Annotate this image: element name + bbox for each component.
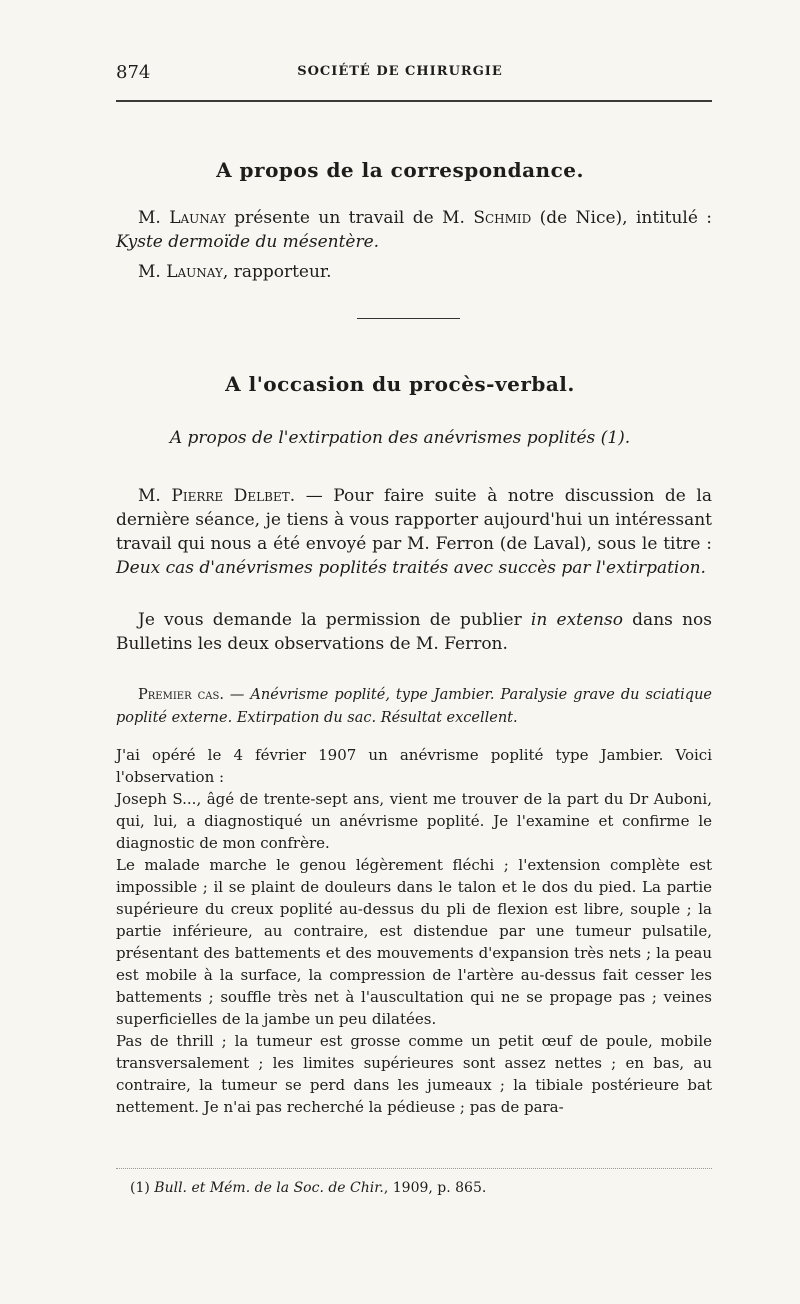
case-body: [116, 744, 712, 1118]
case-paragraph: J'ai opéré le 4 février 1907 un anévrisme poplité type Jambier. Voici l'observation :: [116, 746, 712, 786]
paragraph-launay: M. Launay présente un travail de M. Schmid (de Nice), intitulé : Kyste dermoïde du mésentère.: [116, 208, 713, 252]
work-title: Kyste dermoïde du mésentère.: [116, 232, 380, 252]
paragraph-permission: Je vous demande la permission de publier in extenso dans nos Bulletins les deux observations de M. Ferron.: [116, 610, 712, 654]
running-title: SOCIÉTÉ DE CHIRURGIE: [297, 64, 503, 79]
case-paragraph: Joseph S..., âgé de trente-sept ans, vient me trouver de la part du Dr Auboni, qui, lui, a diagnostiqué un anévrisme poplité. Je l'examine et confirme le diagnostic de mon confrère.: [116, 790, 712, 852]
section-subtitle: A propos de l'extirpation des anévrismes poplités (1).: [169, 428, 631, 448]
footnote-rule: [116, 1168, 712, 1169]
case-paragraph: Pas de thrill ; la tumeur est grosse comme un petit œuf de poule, mobile transversalement ; les limites supérieures sont assez nettes ; en bas, au contraire, la tumeur se perd dans les jumeaux ; la tibiale postérieure bat nettement. Je n'ai pas recherché la pédieuse ; pas de para-: [116, 1032, 712, 1116]
section-title-correspondance: A propos de la correspondance.: [216, 158, 584, 182]
section-title-proces-verbal: A l'occasion du procès-verbal.: [225, 372, 575, 396]
paragraph-delbet: M. Pierre Delbet. — Pour faire suite à notre discussion de la dernière séance, je tiens à vous rapporter aujourd'hui un intéressant travail qui nous a été envoyé par M. Ferron (de Laval), sous le titre : Deux cas d'anévrismes poplités traités avec succès par l'extirpation.: [116, 486, 712, 578]
footnote: (1) Bull. et Mém. de la Soc. de Chir., 1909, p. 865.: [130, 1180, 487, 1196]
section-divider: [357, 318, 460, 319]
header-rule: [116, 100, 712, 102]
paragraph-rapporteur: M. Launay, rapporteur.: [138, 262, 332, 282]
case-heading: Premier cas. — Anévrisme poplité, type Jambier. Paralysie grave du sciatique poplité externe. Extirpation du sac. Résultat excellent.: [116, 687, 713, 726]
page-number: 874: [116, 62, 151, 83]
case-paragraph: Le malade marche le genou légèrement fléchi ; l'extension complète est impossible ; il se plaint de douleurs dans le talon et le dos du pied. La partie supérieure du creux poplité au-dessus du pli de flexion est libre, souple ; la partie inférieure, au contraire, est distendue par une tumeur pulsatile, présentant des battements et des mouvements d'expansion très nets ; la peau est mobile à la surface, la compression de l'artère au-dessus fait cesser les battements ; souffle très net à l'auscultation qui ne se propage pas ; veines superficielles de la jambe un peu dilatées.: [116, 856, 712, 1028]
